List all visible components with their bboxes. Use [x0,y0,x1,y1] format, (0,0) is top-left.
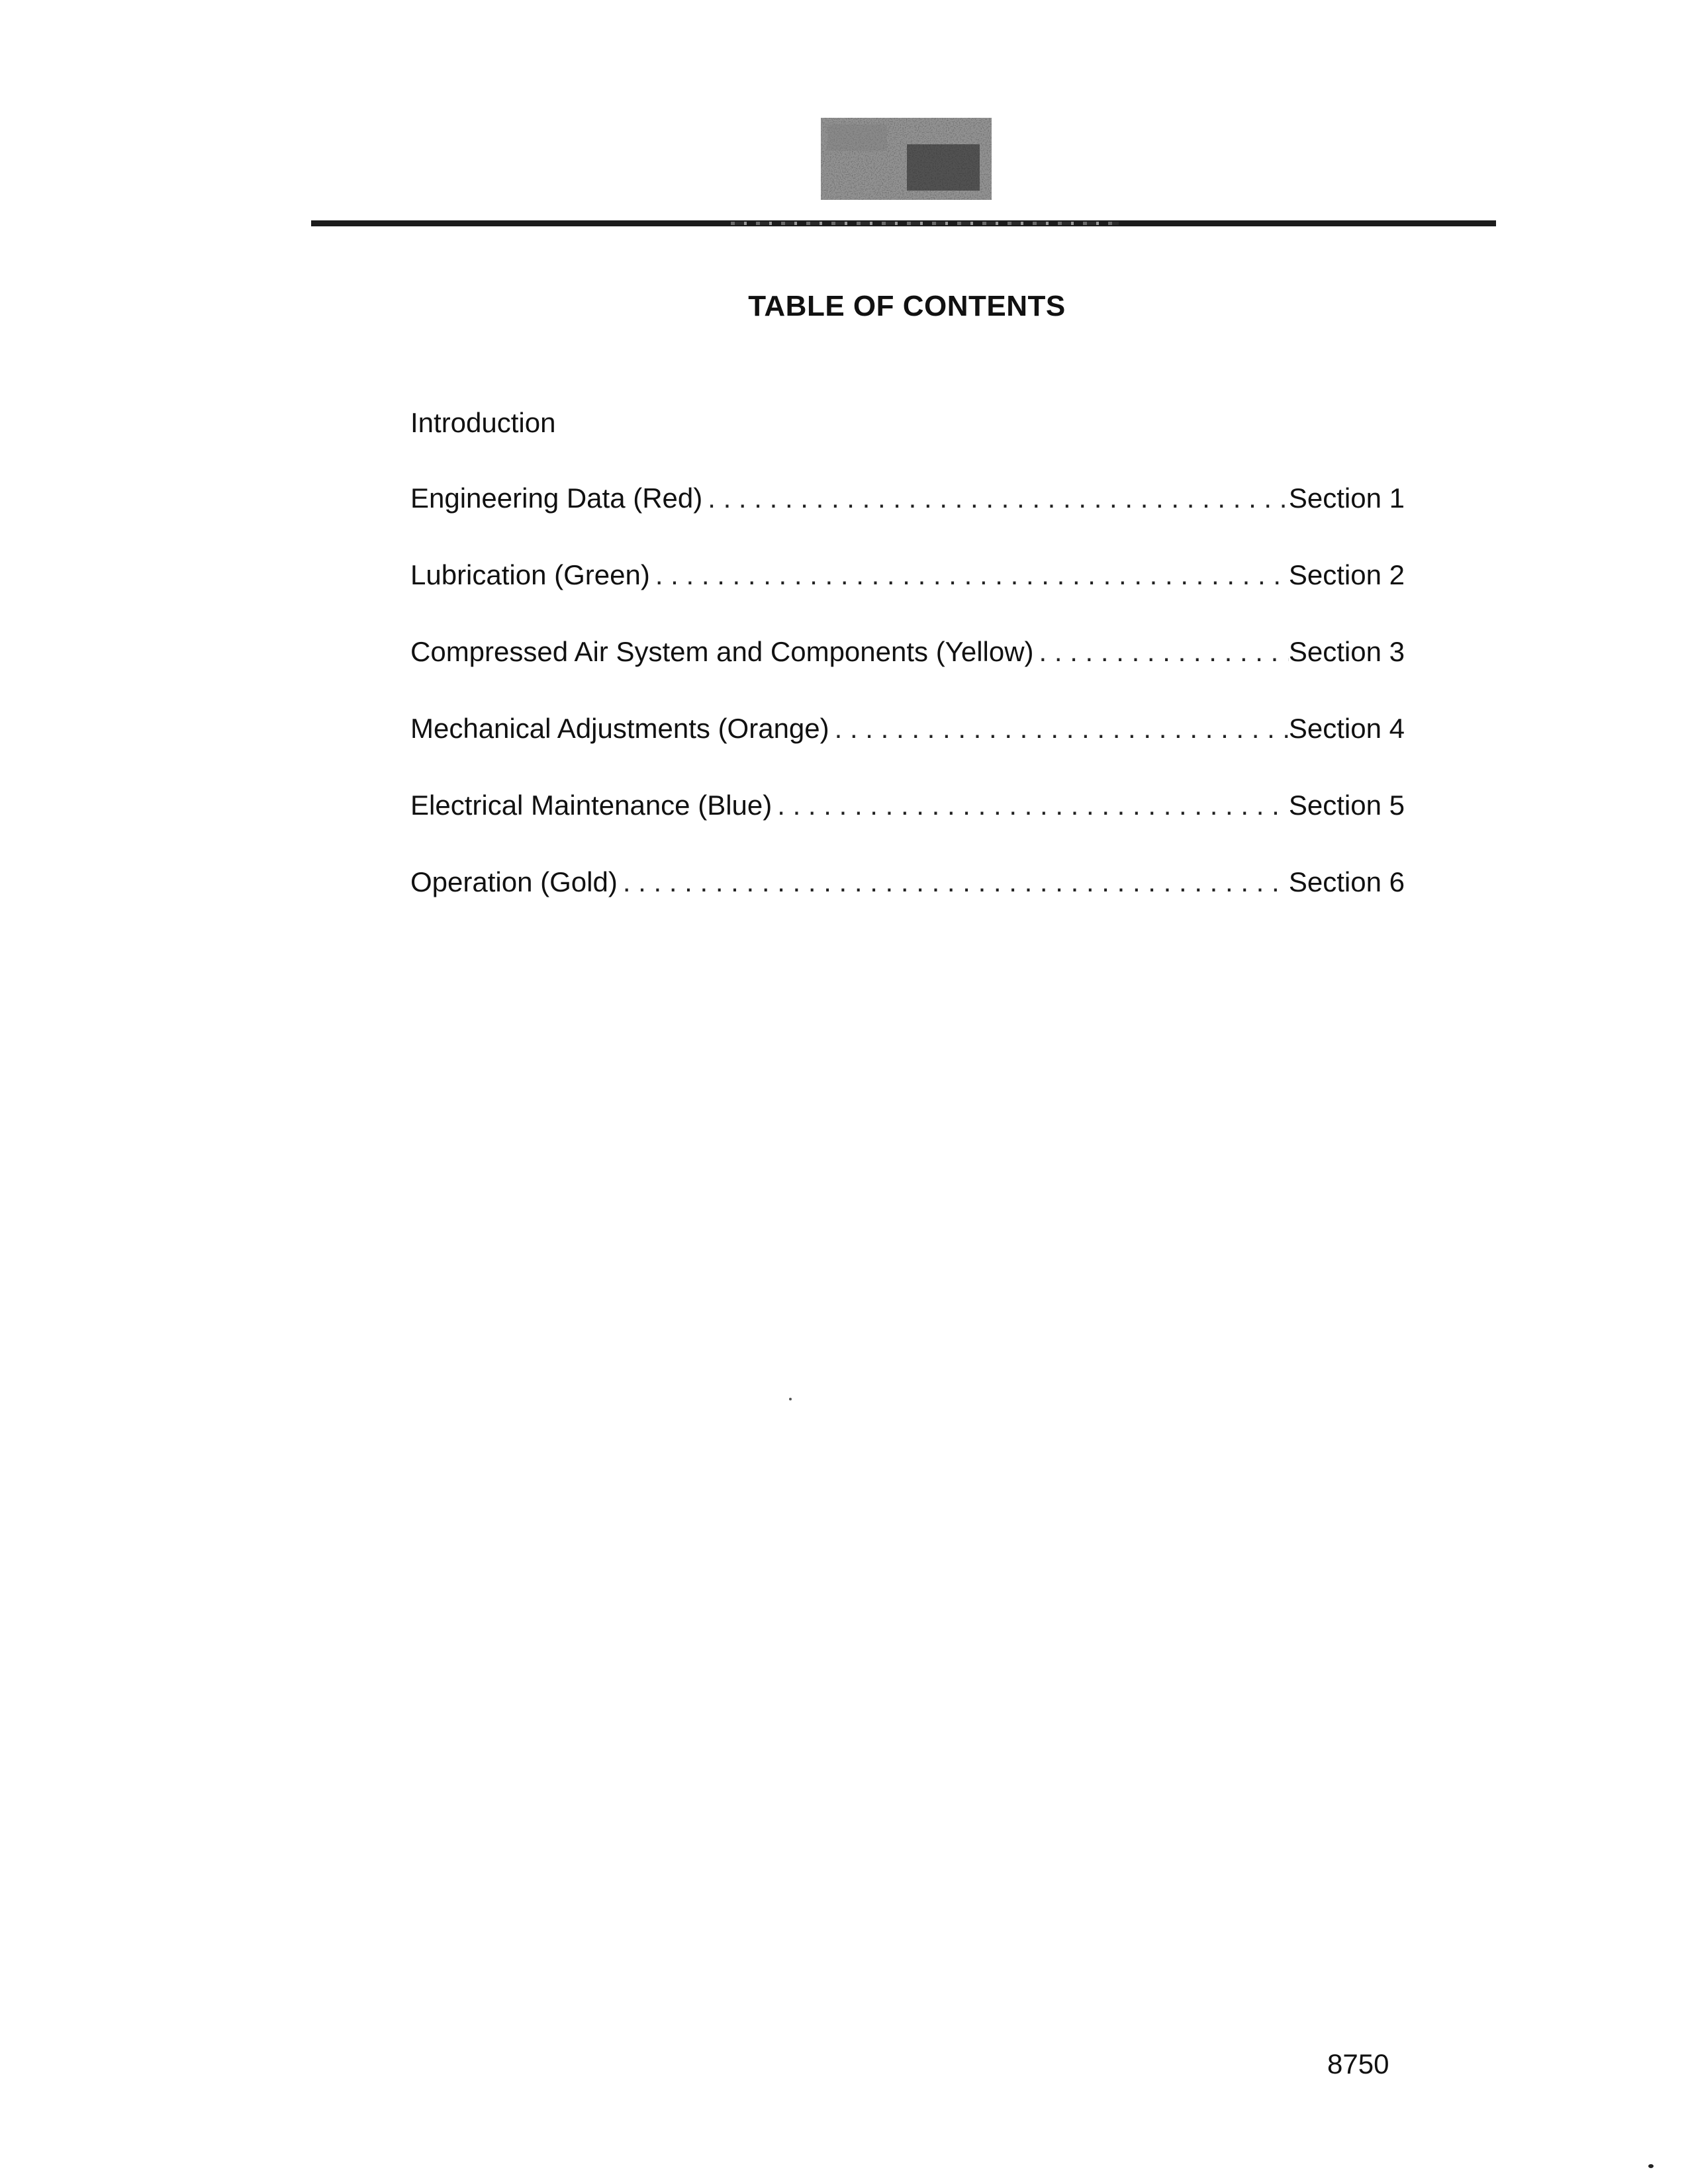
toc-entry [410,636,1405,713]
dot-leader [829,713,1289,745]
logo-mark-icon [821,118,992,200]
toc-entry-label: Electrical Maintenance (Blue) [410,790,773,821]
toc-entry-label: Compressed Air System and Components (Yellow) [410,636,1034,667]
toc-entry [410,482,1405,559]
page-number: 8750 [1327,2048,1389,2079]
toc-entry-label: Engineering Data (Red) [410,482,703,514]
toc-entry-label: Mechanical Adjustments (Orange) [410,713,829,744]
dot-leader [1034,636,1289,668]
dot-leader [772,790,1289,821]
header-rule [311,220,1496,226]
dot-leader [702,482,1289,514]
scan-speck [789,1398,792,1400]
page-title: TABLE OF CONTENTS [748,290,1066,322]
header-logo [821,118,992,200]
toc-entry-section: Section 3 [1288,636,1405,667]
toc-entry-label: Operation (Gold) [410,866,618,897]
toc-entry [410,790,1405,866]
toc-entry [410,713,1405,790]
scan-speck [1648,2164,1654,2168]
toc-entry-section: Section 5 [1288,790,1405,821]
toc-entry [410,866,1405,943]
toc-entry-section: Section 6 [1288,866,1405,897]
toc-entry-section: Section 2 [1288,559,1405,590]
toc-entry-section: Section 1 [1288,482,1405,514]
toc-introduction: Introduction [410,407,556,438]
toc-entry [410,559,1405,636]
dot-leader [650,559,1289,591]
toc-entry-label: Lubrication (Green) [410,559,650,590]
toc-entry-section: Section 4 [1288,713,1405,744]
dot-leader [618,866,1289,898]
toc-list [410,482,1405,943]
